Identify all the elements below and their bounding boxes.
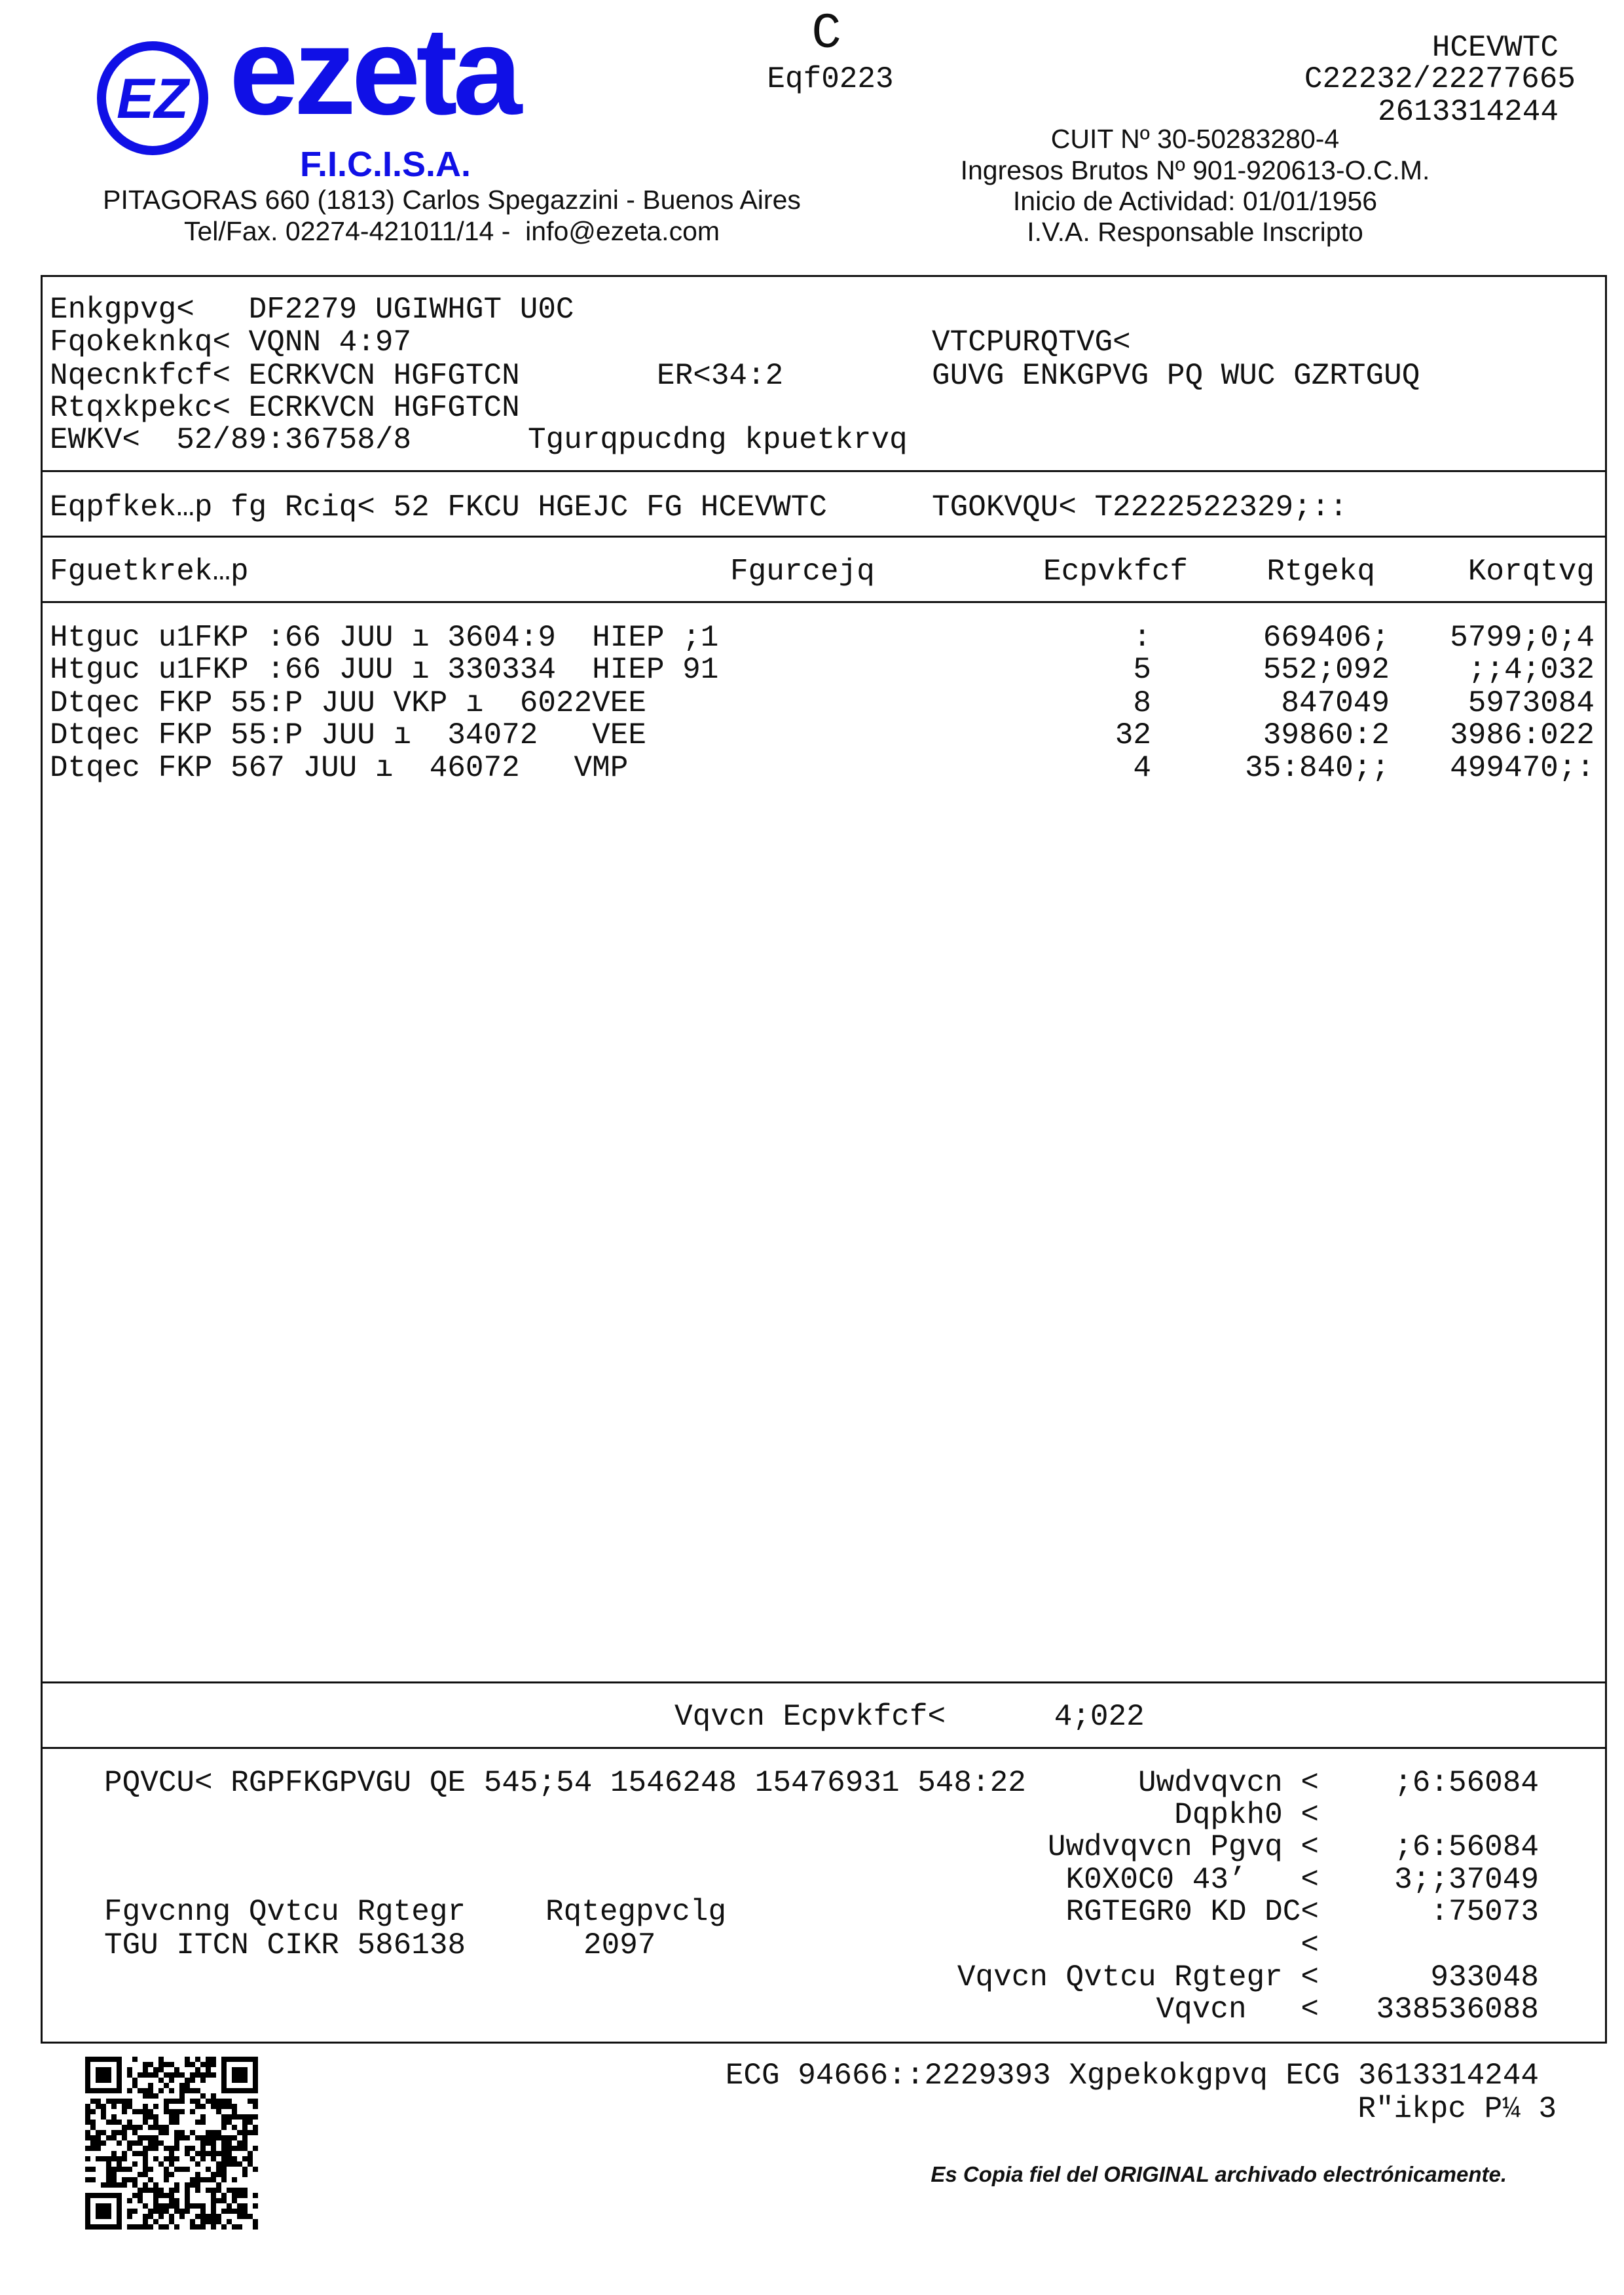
company-legal-suffix: F.I.C.I.S.A. xyxy=(300,145,471,184)
total-value: 3;;37049 xyxy=(1394,1863,1539,1897)
item-quantity: 32 xyxy=(1115,718,1151,752)
cuit: CUIT Nº 30-50283280-4 xyxy=(1050,124,1340,154)
svg-text:EZ: EZ xyxy=(117,67,189,130)
divider xyxy=(41,1681,1607,1683)
activity-start: Inicio de Actividad: 01/01/1956 xyxy=(1012,186,1378,216)
total-value: :75073 xyxy=(1430,1895,1539,1929)
cae: ECG 94666::2229393 Xgpekokgpvq ECG 3613314244 xyxy=(725,2059,1539,2093)
col-dispatch: Fgurcejq xyxy=(730,555,875,589)
page-number: R"ikpc P¼ 3 xyxy=(1357,2092,1557,2126)
item-description: Htguc u1FKP :66 JUU ı 3604:9 HIEP ;1 xyxy=(50,621,719,655)
total-label: Vqvcn Qvtcu Rgtegr < xyxy=(957,1960,1319,1994)
percent-label: Rqtegpvclg xyxy=(545,1895,727,1929)
doc-type: HCEVWTC xyxy=(1431,31,1559,65)
item-price: 669406; xyxy=(1263,621,1390,655)
item-amount: 499470;: xyxy=(1450,751,1595,785)
col-description: Fguetkrek…p xyxy=(50,555,249,589)
total-value: 933048 xyxy=(1430,1960,1539,1994)
doc-code: Eqf0223 xyxy=(767,62,894,96)
percent-value: 2097 xyxy=(583,1928,656,1962)
divider xyxy=(41,601,1607,603)
client-address: Fqokeknkq< VQNN 4:97 xyxy=(50,325,412,359)
item-quantity: 8 xyxy=(1133,686,1151,720)
item-price: 39860:2 xyxy=(1263,718,1390,752)
item-amount: 5973084 xyxy=(1467,686,1595,720)
delivery-label: Fgvcnng Qvtcu Rgtegr xyxy=(104,1895,466,1929)
total-label: RGTEGR0 KD DC< xyxy=(1065,1895,1319,1929)
doc-number: C22232/22277665 xyxy=(1304,62,1576,96)
payment-terms: Eqpfkek…p fg Rciq< 52 FKCU HGEJC FG HCEVWTC xyxy=(50,490,827,524)
item-price: 552;092 xyxy=(1263,653,1390,687)
item-quantity: : xyxy=(1133,621,1151,655)
company-name: ezeta xyxy=(229,2,518,141)
client-province: Rtqxkpekc< ECRKVCN HGFGTCN xyxy=(50,391,520,425)
client-cuit: EWKV< 52/89:36758/8 xyxy=(50,423,412,457)
iva-condition: I.V.A. Responsable Inscripto xyxy=(1027,217,1363,247)
iibb: Ingresos Brutos Nº 901-920613-O.C.M. xyxy=(960,155,1430,185)
col-price: Rtgekq xyxy=(1266,555,1375,589)
col-quantity: Ecpvkfcf xyxy=(1043,555,1188,589)
total-label: Vqvcn < xyxy=(1156,1992,1319,2027)
item-amount: 5799;0;4 xyxy=(1450,621,1595,655)
client-postal-code: ER<34:2 xyxy=(657,359,784,393)
item-price: 847049 xyxy=(1281,686,1390,720)
total-label: Uwdvqvcn < xyxy=(1137,1766,1319,1800)
carrier-label: VTCPURQTVG< xyxy=(932,325,1131,359)
item-quantity: 5 xyxy=(1133,653,1151,687)
doc-date: 2613314244 xyxy=(1377,95,1559,129)
company-logo-icon xyxy=(95,38,213,156)
total-label: < xyxy=(1301,1928,1319,1962)
item-price: 35:840;; xyxy=(1245,751,1390,785)
divider xyxy=(41,1747,1607,1749)
company-contact: Tel/Fax. 02274-421011/14 - info@ezeta.com xyxy=(183,216,720,246)
item-amount: 3986:022 xyxy=(1450,718,1595,752)
qr-code xyxy=(85,2057,258,2230)
client-name: Enkgpvg< DF2279 UGIWHGT U0C xyxy=(50,293,574,327)
notes: PQVCU< RGPFKGPVGU QE 545;54 1546248 15476931 548:22 xyxy=(104,1766,1026,1800)
total-label: Uwdvqvcn Pgvq < xyxy=(1047,1830,1319,1864)
divider xyxy=(41,470,1607,472)
delivery-value: TGU ITCN CIKR 586138 xyxy=(104,1928,466,1962)
client-city: Nqecnkfcf< ECRKVCN HGFGTCN xyxy=(50,359,520,393)
client-iva-condition: Tgurqpucdng kpuetkrvq xyxy=(528,423,908,457)
item-description: Htguc u1FKP :66 JUU ı 330334 HIEP 91 xyxy=(50,653,719,687)
total-value: 338536088 xyxy=(1376,1992,1539,2027)
remito: TGOKVQU< T2222522329;:: xyxy=(932,490,1348,524)
item-description: Dtqec FKP 567 JUU ı 46072 VMP xyxy=(50,751,629,785)
item-description: Dtqec FKP 55:P JUU VKP ı 6022VEE xyxy=(50,686,646,720)
total-label: Dqpkh0 < xyxy=(1174,1798,1319,1832)
total-value: ;6:56084 xyxy=(1394,1830,1539,1864)
item-amount: ;;4;032 xyxy=(1467,653,1595,687)
item-quantity: 4 xyxy=(1133,751,1151,785)
copy-note: Es Copia fiel del ORIGINAL archivado electrónicamente. xyxy=(931,2162,1507,2186)
carrier-value: GUVG ENKGPVG PQ WUC GZRTGUQ xyxy=(932,359,1420,393)
company-address: PITAGORAS 660 (1813) Carlos Spegazzini - Buenos Aires xyxy=(103,185,801,215)
doc-letter: C xyxy=(811,6,841,62)
item-description: Dtqec FKP 55:P JUU ı 34072 VEE xyxy=(50,718,646,752)
total-value: ;6:56084 xyxy=(1394,1766,1539,1800)
total-quantity: Vqvcn Ecpvkfcf< 4;022 xyxy=(674,1700,1145,1734)
col-amount: Korqtvg xyxy=(1467,555,1595,589)
total-label: K0X0C0 43’ < xyxy=(1065,1863,1319,1897)
divider xyxy=(41,536,1607,538)
